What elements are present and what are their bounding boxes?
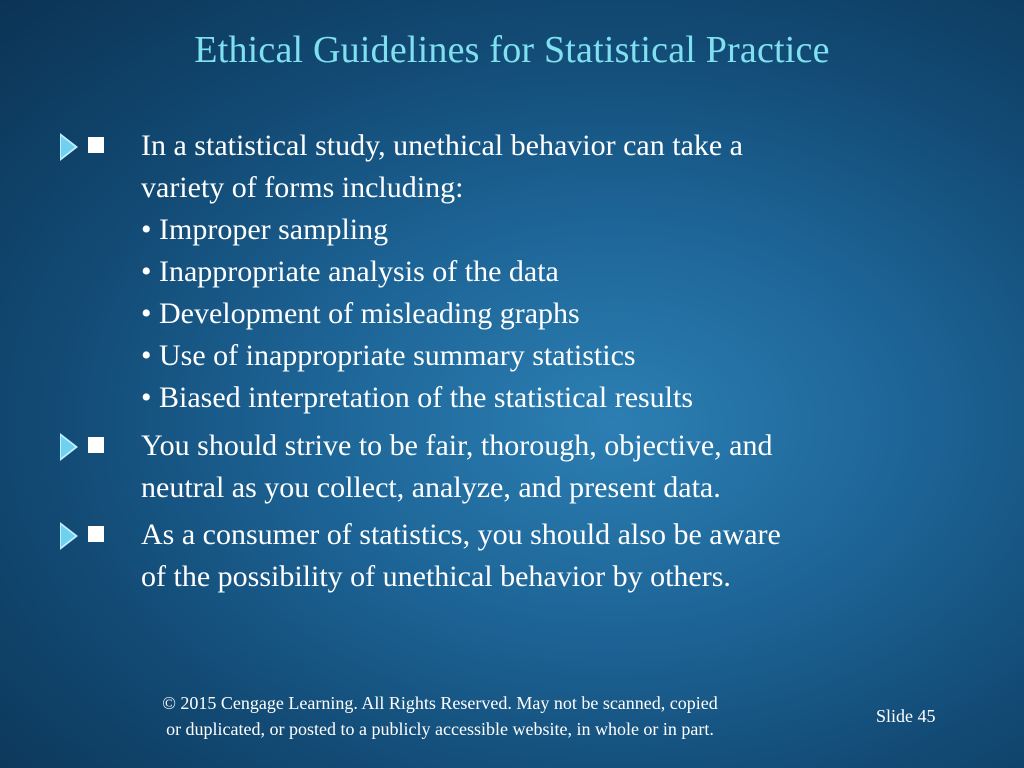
bullet-line: You should strive to be fair, thorough, objective, and: [141, 429, 773, 462]
sub-bullet: • Biased interpretation of the statistical results: [141, 381, 694, 414]
sub-bullet: • Inappropriate analysis of the data: [141, 255, 559, 288]
triangle-arrow-icon: [60, 133, 78, 161]
sub-bullet: • Use of inappropriate summary statistics: [141, 339, 636, 372]
bullet-text: [137, 425, 957, 509]
bullet-marker: [58, 518, 114, 552]
bullet-marker: [58, 129, 114, 163]
copyright-line-2: or duplicated, or posted to a publicly accessible website, in whole or in part.: [166, 719, 714, 739]
copyright-footer: [60, 690, 820, 742]
bullet-line: As a consumer of statistics, you should also be aware: [141, 518, 781, 551]
bullet-text: [137, 514, 957, 598]
sub-bullet: • Development of misleading graphs: [141, 297, 580, 330]
square-bullet-icon: [88, 137, 104, 153]
slide-number: Slide 45: [876, 706, 936, 726]
copyright-line-1: © 2015 Cengage Learning. All Rights Reserved. May not be scanned, copied: [162, 693, 718, 713]
bullet-line: variety of forms including:: [141, 171, 464, 204]
triangle-arrow-icon: [60, 433, 78, 461]
bullet-line: of the possibility of unethical behavior by others.: [141, 560, 731, 593]
bullet-marker: [58, 429, 114, 463]
square-bullet-icon: [88, 526, 104, 542]
square-bullet-icon: [88, 437, 104, 453]
bullet-text: [137, 125, 957, 419]
sub-bullet: • Improper sampling: [141, 213, 389, 246]
triangle-arrow-icon: [60, 522, 78, 550]
bullet-line: neutral as you collect, analyze, and present data.: [141, 471, 721, 504]
slide-title: Ethical Guidelines for Statistical Practice: [194, 29, 830, 71]
bullet-line: In a statistical study, unethical behavior can take a: [141, 129, 743, 162]
